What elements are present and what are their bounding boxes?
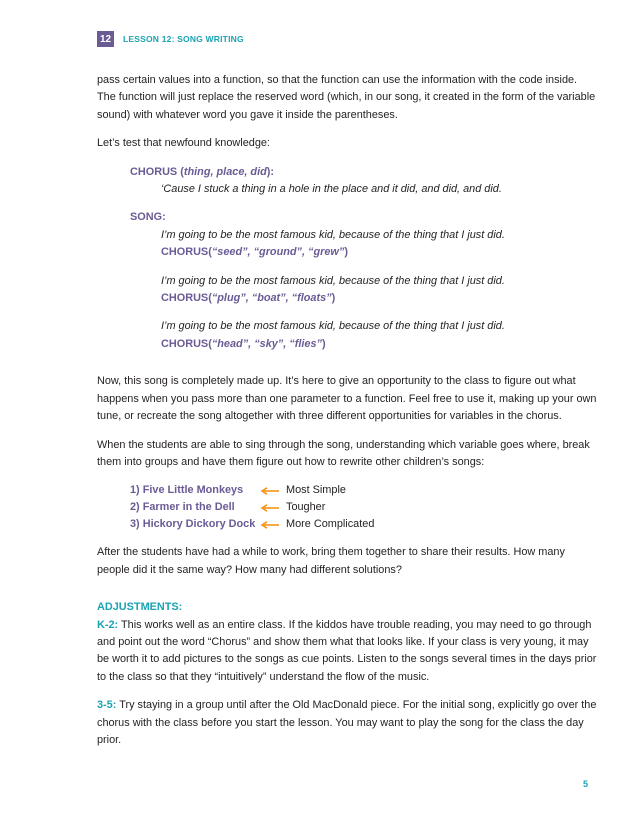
page-header — [97, 31, 244, 47]
adjustments-heading: ADJUSTMENTS: — [97, 601, 183, 614]
lesson-number-badge: 12 — [97, 31, 114, 47]
left-arrow-icon — [260, 487, 286, 495]
test-line: Let’s test that newfound knowledge: — [97, 137, 270, 150]
page-content — [97, 72, 597, 749]
lesson-title: LESSON 12: SONG WRITING — [123, 34, 244, 44]
chorus-heading: CHORUS (thing, place, did): — [130, 165, 275, 178]
chorus-call: CHORUS(“seed”, “ground”, “grew”) — [161, 246, 348, 259]
list-item: 2) Farmer in the Dell Tougher — [130, 501, 326, 514]
intro-paragraph: pass certain values into a function, so that the function can use the information with the code inside. The function will just replace the reserved word (which, in our song, it created in the form of the variable sound) with whatever word you gave it inside the parentheses. — [97, 74, 596, 121]
songs-list — [97, 482, 597, 533]
chorus-params: thing, place, did — [183, 165, 267, 178]
verse-lyric: I’m going to be the most famous kid, because of the thing that I just did. — [161, 320, 505, 333]
chorus-call: CHORUS(“plug”, “boat”, “floats”) — [161, 292, 336, 305]
page-number: 5 — [583, 779, 589, 789]
left-arrow-icon — [260, 504, 286, 512]
students-paragraph: When the students are able to sing through the song, understanding which variable goes where, break them into groups and have them figure out how to rewrite other children’s songs: — [97, 438, 590, 468]
song-heading: SONG: — [130, 211, 166, 224]
grade35-paragraph: 3-5: Try staying in a group until after the Old MacDonald piece. For the initial song, explicitly go over the chorus with the class before you start the lesson. You may want to play the song for the class the day prior. — [97, 699, 597, 746]
list-item: 3) Hickory Dickory Dock More Complicated — [130, 518, 375, 531]
verse-lyric: I’m going to be the most famous kid, because of the thing that I just did. — [161, 274, 505, 287]
made-up-paragraph: Now, this song is completely made up. It’s here to give an opportunity to the class to figure out what happens when you pass more than one parameter to a function. Feel free to use it, making up your own tune, or recreate the song altogether with three different opportunities for variables in the chorus. — [97, 375, 597, 423]
verse-lyric: I’m going to be the most famous kid, because of the thing that I just did. — [161, 228, 505, 241]
k2-paragraph: K-2: This works well as an entire class. If the kiddos have trouble reading, you may need to go through and point out the word “Chorus” and show them what that looks like. If your class is very young, it may be worth it to add pictures to the songs as cue points. Listen to the songs several times in the days prior to the class so that they “intuitively” understand the flow of the music. — [97, 618, 597, 683]
after-paragraph: After the students have had a while to work, bring them together to share their results. How many people did it the same way? How many had different solutions? — [97, 546, 565, 576]
chorus-lyric: ‘Cause I stuck a thing in a hole in the place and it did, and did, and did. — [161, 183, 502, 196]
list-item: 1) Five Little Monkeys Most Simple — [130, 484, 346, 497]
chorus-call: CHORUS(“head”, “sky”, “flies”) — [161, 337, 326, 350]
left-arrow-icon — [260, 521, 286, 529]
